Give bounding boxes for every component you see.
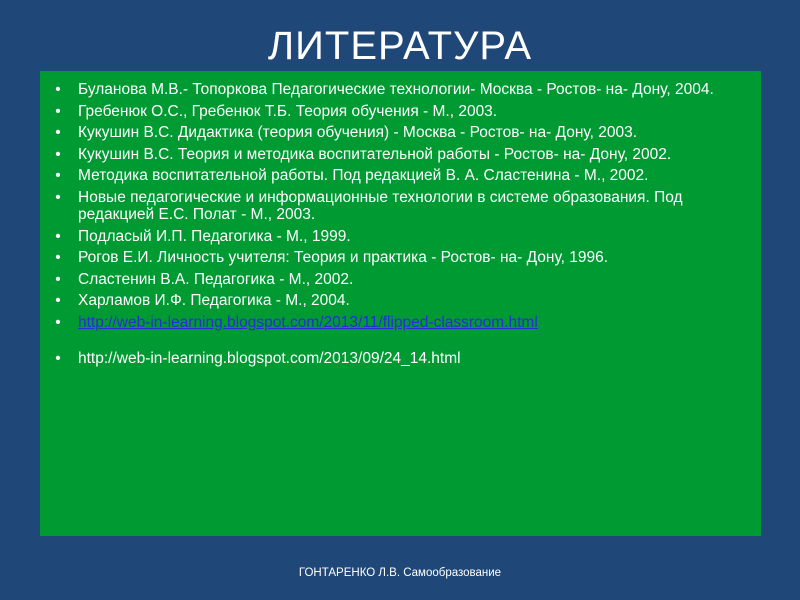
- reference-link[interactable]: http://web-in-learning.blogspot.com/2013/11/flipped-classroom.html: [78, 313, 538, 331]
- slide-footer: ГОНТАРЕНКО Л.В. Самообразование: [298, 567, 502, 579]
- bullet-icon: •: [55, 167, 61, 184]
- reference-text: Подласый И.П. Педагогика - М., 1999.: [78, 227, 351, 245]
- references-box: [40, 71, 761, 536]
- reference-text: Рогов Е.И. Личность учителя: Теория и практика - Ростов- на- Дону, 1996.: [78, 249, 609, 266]
- slide-title: ЛИТЕРАТУРА: [267, 24, 533, 68]
- reference-text: Сластенин В.А. Педагогика - М., 2002.: [78, 270, 354, 288]
- reference-text: Кукушин В.С. Дидактика (теория обучения) - Москва - Ростов- на- Дону, 2003.: [78, 124, 637, 141]
- reference-item: [55, 249, 741, 267]
- reference-item: [55, 81, 741, 99]
- reference-item: [55, 124, 741, 142]
- bullet-icon: •: [55, 81, 61, 98]
- bullet-icon: •: [55, 270, 61, 288]
- bullet-icon: •: [55, 102, 61, 120]
- bullet-icon: •: [55, 249, 61, 266]
- reference-text: Буланова М.В.- Топоркова Педагогические технологии- Москва - Ростов- на- Дону, 2004.: [78, 81, 714, 98]
- reference-url-text: http://web-in-learning.blogspot.com/2013/09/24_14.html: [78, 350, 461, 367]
- bullet-icon: •: [55, 124, 61, 141]
- references-list: [40, 71, 761, 368]
- reference-item: [55, 102, 741, 121]
- bullet-icon: •: [55, 292, 61, 309]
- reference-link-item: [55, 350, 741, 368]
- reference-text: Новые педагогические и информационные технологии в системе образования. Под редакцией Е.С. Полат - М., 2003.: [78, 188, 683, 223]
- reference-text: Методика воспитательной работы. Под редакцией В. А. Сластенина - М., 2002.: [78, 167, 649, 184]
- bullet-icon: •: [55, 313, 61, 331]
- reference-item: [55, 145, 741, 164]
- bullet-icon: •: [55, 350, 61, 367]
- reference-item: [55, 227, 741, 246]
- reference-item: [55, 188, 741, 224]
- reference-item: [55, 167, 741, 185]
- bullet-icon: •: [55, 145, 61, 163]
- reference-link-item: [55, 313, 741, 332]
- reference-text: Харламов И.Ф. Педагогика - М., 2004.: [78, 292, 350, 309]
- reference-item: [55, 270, 741, 289]
- reference-text: Кукушин В.С. Теория и методика воспитательной работы - Ростов- на- Дону, 2002.: [78, 145, 672, 163]
- bullet-icon: •: [55, 227, 61, 245]
- bullet-icon: •: [55, 188, 61, 206]
- reference-item: [55, 292, 741, 310]
- reference-text: Гребенюк О.С., Гребенюк Т.Б. Теория обучения - М., 2003.: [78, 102, 498, 120]
